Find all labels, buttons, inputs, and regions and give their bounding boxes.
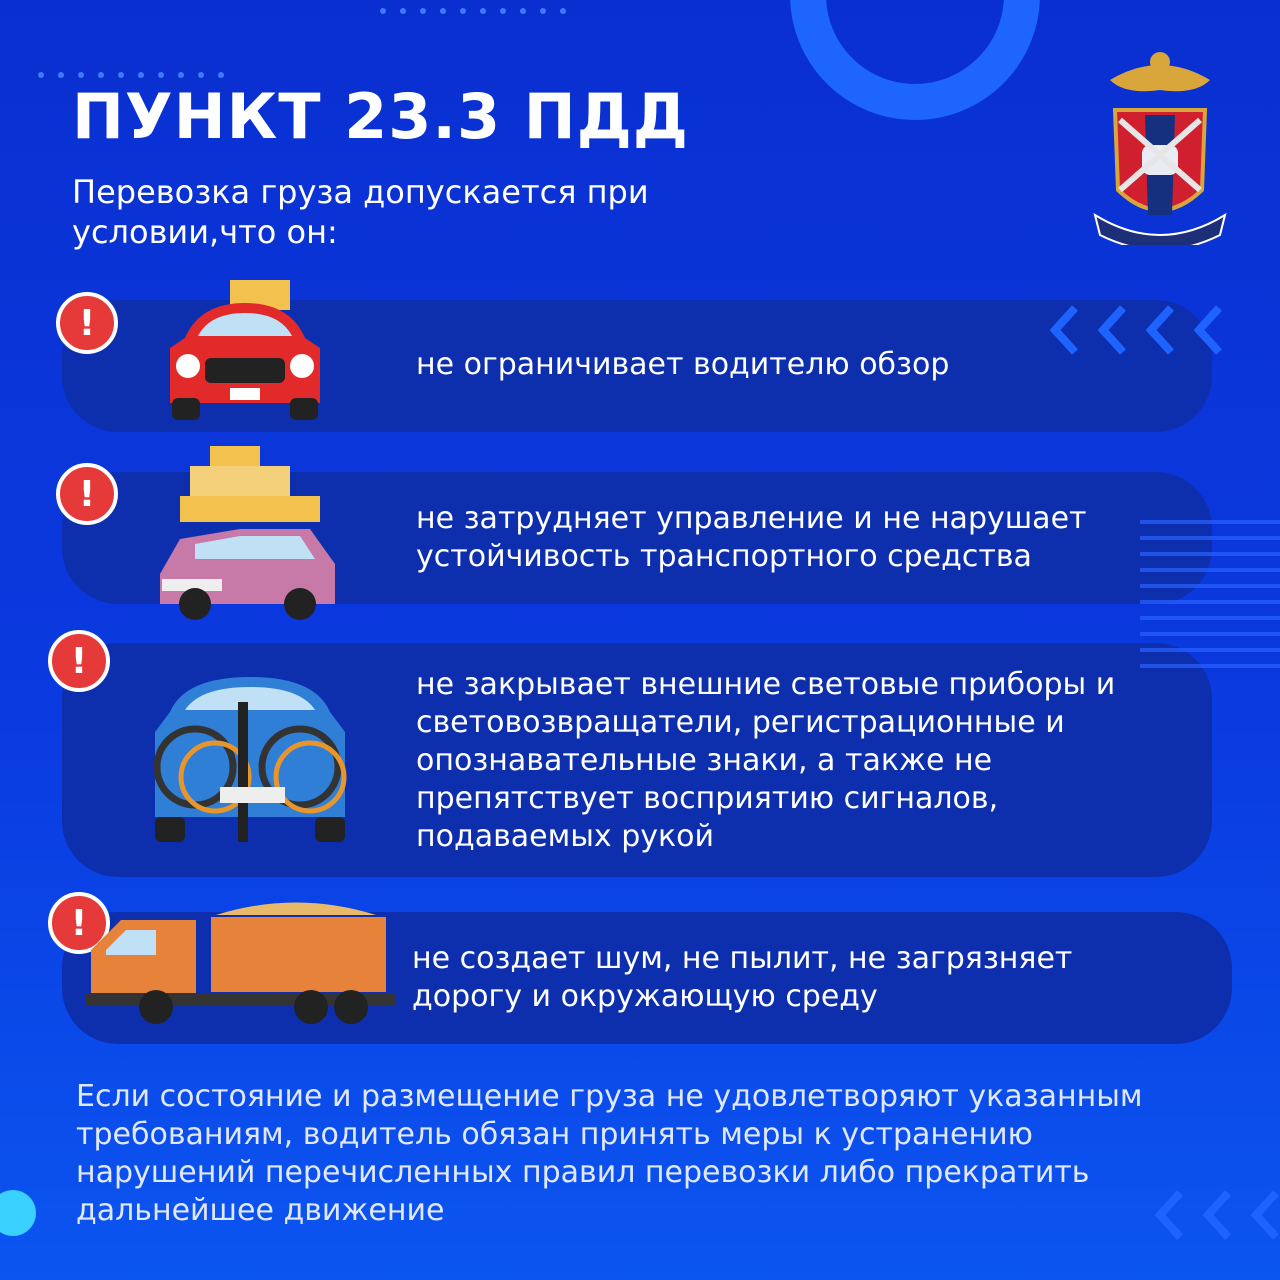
decorative-dots-top: [38, 72, 224, 78]
police-emblem-icon: [1090, 40, 1230, 245]
warning-icon: !: [48, 630, 110, 692]
car-with-bikes-icon: [140, 672, 360, 847]
dump-truck-icon: [86, 895, 436, 1030]
footer-note: Если состояние и размещение груза не удовлетворяют указанным требованиям, водитель обязан принять меры к устранению нарушений перечисленных правил перевозки либо прекратить дальнейшее движение: [76, 1079, 1143, 1228]
decorative-circle: [0, 1190, 36, 1236]
rule-text-2: не затрудняет управление и не нарушает устойчивость транспортного средства: [416, 501, 1087, 574]
decorative-ring: [790, 0, 1040, 120]
overloaded-roof-car-icon: [150, 444, 350, 629]
loaded-car-icon: [160, 278, 330, 428]
rule-text-1: не ограничивает водителю обзор: [416, 347, 950, 382]
rule-text-4: не создает шум, не пылит, не загрязняет дорогу и окружающую среду: [412, 941, 1073, 1014]
warning-icon: !: [56, 463, 118, 525]
decorative-stripes: [1140, 520, 1280, 680]
warning-icon: !: [48, 892, 110, 954]
rule-text-3: не закрывает внешние световые приборы и световозвращатели, регистрационные и опознавательные знаки, а также не препятствует восприятию сигналов, подаваемых рукой: [416, 667, 1116, 854]
warning-icon: !: [56, 292, 118, 354]
page-title: ПУНКТ 23.3 ПДД: [72, 80, 690, 153]
page-subtitle: Перевозка груза допускается при условии,что он:: [72, 173, 649, 251]
decorative-dots-top-right: [380, 8, 566, 14]
chevrons-left-icon: [1045, 300, 1235, 360]
